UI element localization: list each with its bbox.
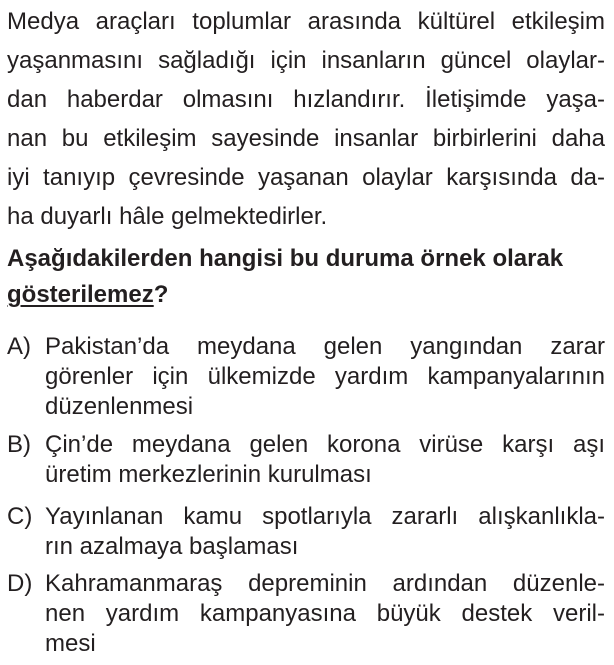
option-text-line: Yayınlanan kamu spotlarıyla zararlı alışkanlıkla- <box>45 503 605 530</box>
option-letter: B) <box>7 431 31 458</box>
option-text-line: Pakistan’da meydana gelen yangından zarar <box>45 333 605 360</box>
option-text-line: Kahramanmaraş depreminin ardından düzenle- <box>45 570 605 597</box>
option-text-line: mesi <box>45 630 96 657</box>
passage-line: iyi tanıyıp çevresinde yaşanan olaylar karşısında da- <box>7 164 605 191</box>
question-negative-word: gösterilemez <box>7 281 154 308</box>
option-text-line: nen yardım kampanyasına büyük destek veril- <box>45 600 605 627</box>
passage-line: ha duyarlı hâle gelmektedirler. <box>7 203 328 230</box>
passage-line: Medya araçları toplumlar arasında kültürel etkileşim <box>7 8 605 35</box>
passage-line: dan haberdar olmasını hızlandırır. İletişimde yaşa- <box>7 86 605 113</box>
question-line: Aşağıdakilerden hangisi bu duruma örnek olarak <box>7 245 564 272</box>
option-text-line: üretim merkezlerinin kurulması <box>45 461 372 488</box>
option-text-line: Çin’de meydana gelen korona virüse karşı aşı <box>45 431 605 458</box>
option-text-line: düzenlenmesi <box>45 393 194 420</box>
passage-line: yaşanmasını sağladığı için insanların güncel olaylar- <box>7 47 605 74</box>
option-letter: C) <box>7 503 33 530</box>
question-mark: ? <box>153 281 169 308</box>
option-letter: D) <box>7 570 33 597</box>
question-line <box>7 281 605 309</box>
option-text-line: rın azalmaya başlaması <box>45 533 299 560</box>
passage-line: nan bu etkileşim sayesinde insanlar birbirlerini daha <box>7 125 605 152</box>
option-text-line: görenler için ülkemizde yardım kampanyalarının <box>45 363 605 390</box>
option-letter: A) <box>7 333 31 360</box>
